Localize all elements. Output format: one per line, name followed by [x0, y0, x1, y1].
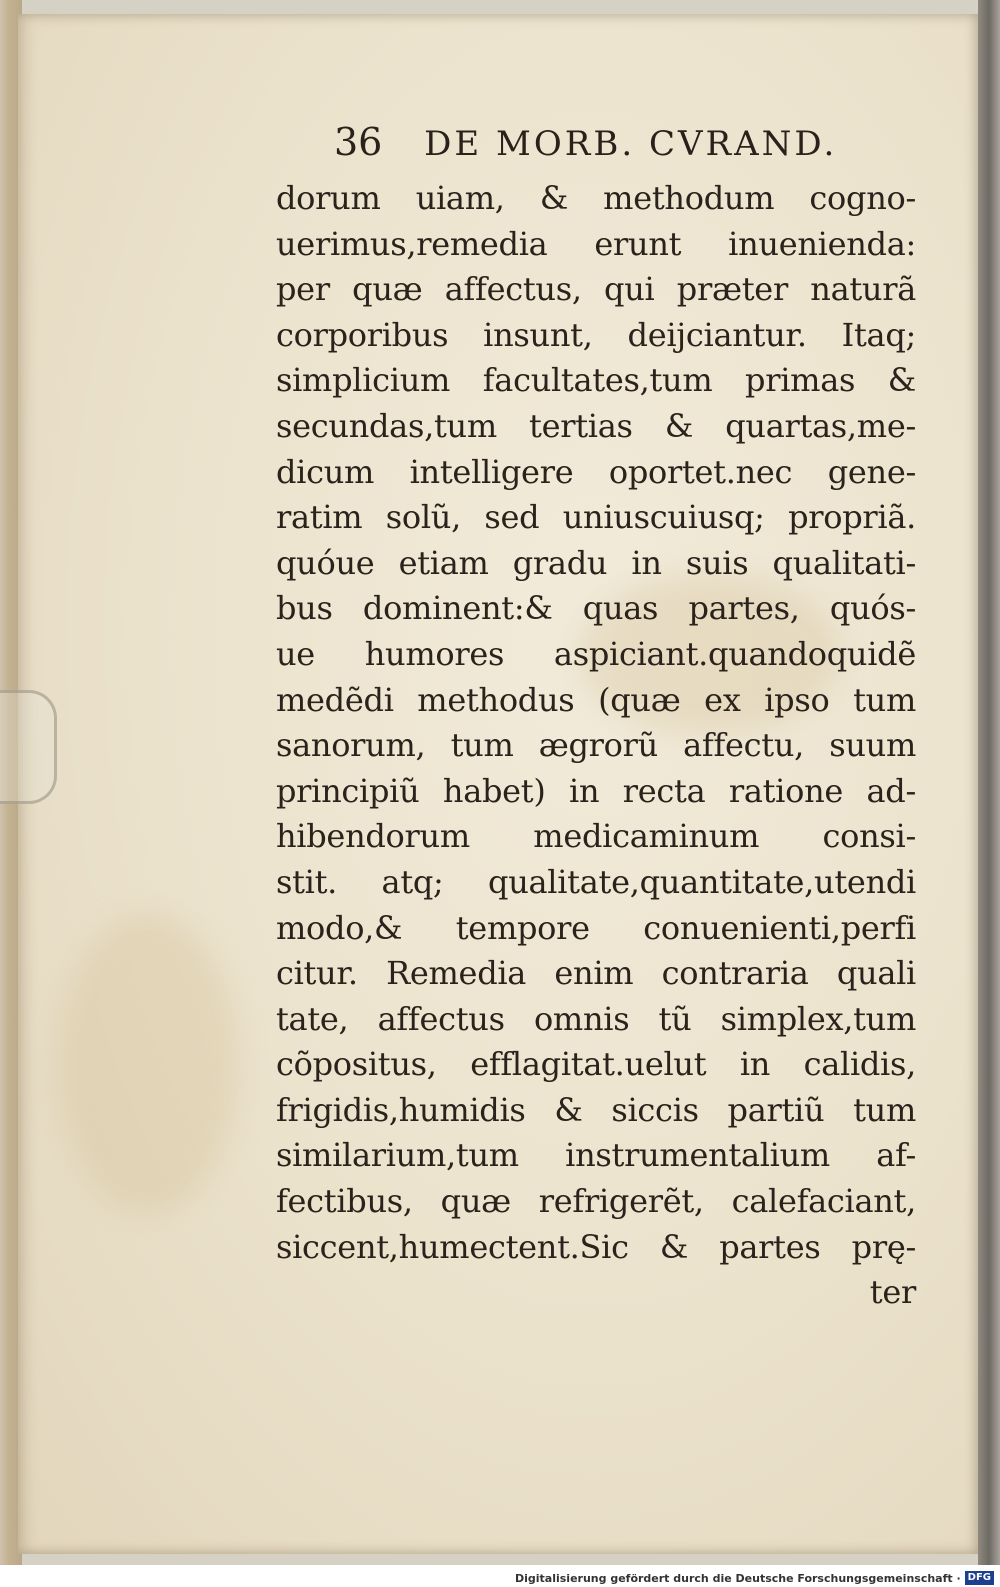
- text-line: simplicium facultates,tum primas &: [276, 361, 916, 400]
- text-line: secundas,tum tertias & quartas,me-: [276, 406, 916, 445]
- text-line: siccent,humectent.Sic & partes prę-: [276, 1227, 916, 1266]
- text-line: hibendorum medicaminum consi-: [276, 817, 916, 856]
- text-line: sanorum, tum ægrorũ affectu, suum: [276, 726, 916, 765]
- running-header: [334, 120, 837, 164]
- running-title: DE MORB. CVRAND.: [424, 124, 838, 164]
- dfg-logo-icon: DFG: [965, 1571, 994, 1585]
- text-line: dicum intelligere oportet.nec gene-: [276, 452, 916, 491]
- paper-stain: [58, 914, 238, 1214]
- text-line: tate, affectus omnis tũ simplex,tum: [276, 999, 916, 1038]
- text-line: dorum uiam, & methodum cogno-: [276, 179, 916, 217]
- text-line: cõpositus, efflagitat.uelut in calidis,: [276, 1045, 916, 1084]
- text-line: fectibus, quæ refrigerẽt, calefaciant,: [276, 1182, 916, 1221]
- text-line: stit. atq; qualitate,quantitate,utendi: [276, 862, 916, 901]
- text-line: corporibus insunt, deijciantur. Itaq;: [276, 315, 916, 354]
- text-line: medẽdi methodus (quæ ex ipso tum: [276, 680, 916, 719]
- text-line: bus dominent:& quas partes, quós-: [276, 589, 916, 628]
- funding-credit: [515, 1571, 994, 1585]
- catchword: ter: [869, 1273, 916, 1312]
- page-number: 36: [334, 120, 383, 164]
- text-line: ue humores aspiciant.quandoquidẽ: [276, 634, 916, 673]
- text-line: per quæ affectus, qui præter naturã: [276, 270, 916, 309]
- text-line: similarium,tum instrumentalium af-: [276, 1136, 916, 1175]
- text-line: frigidis,humidis & siccis partiũ tum: [276, 1090, 916, 1129]
- text-line: citur. Remedia enim contraria quali: [276, 954, 916, 993]
- digitization-footer: [0, 1565, 1000, 1587]
- text-line: modo,& tempore conuenienti,perfi: [276, 908, 916, 947]
- text-line: quóue etiam gradu in suis qualitati-: [276, 543, 916, 582]
- text-line: uerimus,remedia erunt inuenienda:: [276, 224, 916, 263]
- page-clip: [0, 690, 57, 804]
- body-text: [276, 176, 916, 1316]
- text-line: ratim solũ, sed uniuscuiusq; propriã.: [276, 498, 916, 537]
- text-line: principiũ habet) in recta ratione ad-: [276, 771, 916, 810]
- credit-text: Digitalisierung gefördert durch die Deutsche Forschungsgemeinschaft ·: [514, 1571, 961, 1585]
- page-edge-shadow: [978, 0, 1000, 1565]
